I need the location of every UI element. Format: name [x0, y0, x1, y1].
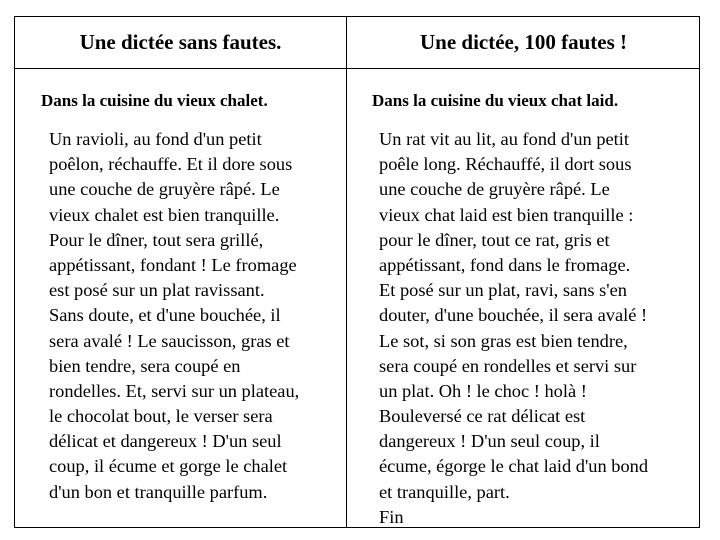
- text-line: appétissant, fond dans le fromage.: [379, 254, 631, 275]
- text-line: écume, égorge le chat laid d'un bond: [379, 456, 649, 477]
- comparison-table: [14, 16, 700, 528]
- text-line: poêle long. Réchauffé, il dort sous: [379, 154, 632, 175]
- text-line: Pour le dîner, tout sera grillé,: [49, 229, 264, 250]
- text-line: un plat. Oh ! le choc ! holà !: [379, 380, 587, 401]
- text-line: Un rat vit au lit, au fond d'un petit: [379, 129, 630, 149]
- text-line: vieux chat laid est bien tranquille :: [379, 204, 634, 225]
- text-line: Bouleversé ce rat délicat est: [379, 406, 586, 427]
- text-line: d'un bon et tranquille parfum.: [49, 481, 268, 502]
- text-line: vieux chalet est bien tranquille.: [49, 204, 280, 225]
- text-line: sera avalé ! Le saucisson, gras et: [49, 330, 290, 351]
- text-line: et tranquille, part.: [379, 481, 510, 502]
- text-line: Sans doute, et d'une bouchée, il: [49, 305, 281, 326]
- text-line: poêlon, réchauffe. Et il dore sous: [49, 154, 293, 175]
- text-line: est posé sur un plat ravissant.: [49, 280, 265, 301]
- column-divider: [346, 17, 347, 527]
- right-column-header: Une dictée, 100 fautes !: [419, 30, 628, 54]
- text-line: rondelles. Et, servi sur un plateau,: [49, 380, 300, 401]
- text-line: le chocolat bout, le verser sera: [49, 406, 273, 427]
- text-line: une couche de gruyère râpé. Le: [49, 179, 280, 200]
- text-line: coup, il écume et gorge le chalet: [49, 456, 288, 477]
- text-line: Fin: [379, 506, 404, 527]
- text-line: Et posé sur un plat, ravi, sans s'en: [379, 280, 627, 301]
- text-line: délicat et dangereux ! D'un seul: [49, 431, 282, 452]
- left-dictation-text: [49, 127, 299, 505]
- text-line: une couche de gruyère râpé. Le: [379, 179, 610, 200]
- left-subtitle: Dans la cuisine du vieux chalet.: [41, 91, 268, 110]
- right-subtitle: Dans la cuisine du vieux chat laid.: [372, 91, 619, 110]
- text-line: douter, d'une bouchée, il sera avalé !: [379, 305, 648, 326]
- text-line: pour le dîner, tout ce rat, gris et: [379, 229, 610, 250]
- text-line: appétissant, fondant ! Le fromage: [49, 254, 297, 275]
- text-line: Un ravioli, au fond d'un petit: [49, 129, 262, 149]
- text-line: sera coupé en rondelles et servi sur: [379, 355, 637, 376]
- text-line: Le sot, si son gras est bien tendre,: [379, 330, 628, 351]
- header-divider: [15, 68, 699, 69]
- text-line: dangereux ! D'un seul coup, il: [379, 431, 600, 452]
- right-dictation-text: [379, 127, 648, 530]
- text-line: bien tendre, sera coupé en: [49, 355, 241, 376]
- left-column-header: Une dictée sans fautes.: [79, 30, 282, 54]
